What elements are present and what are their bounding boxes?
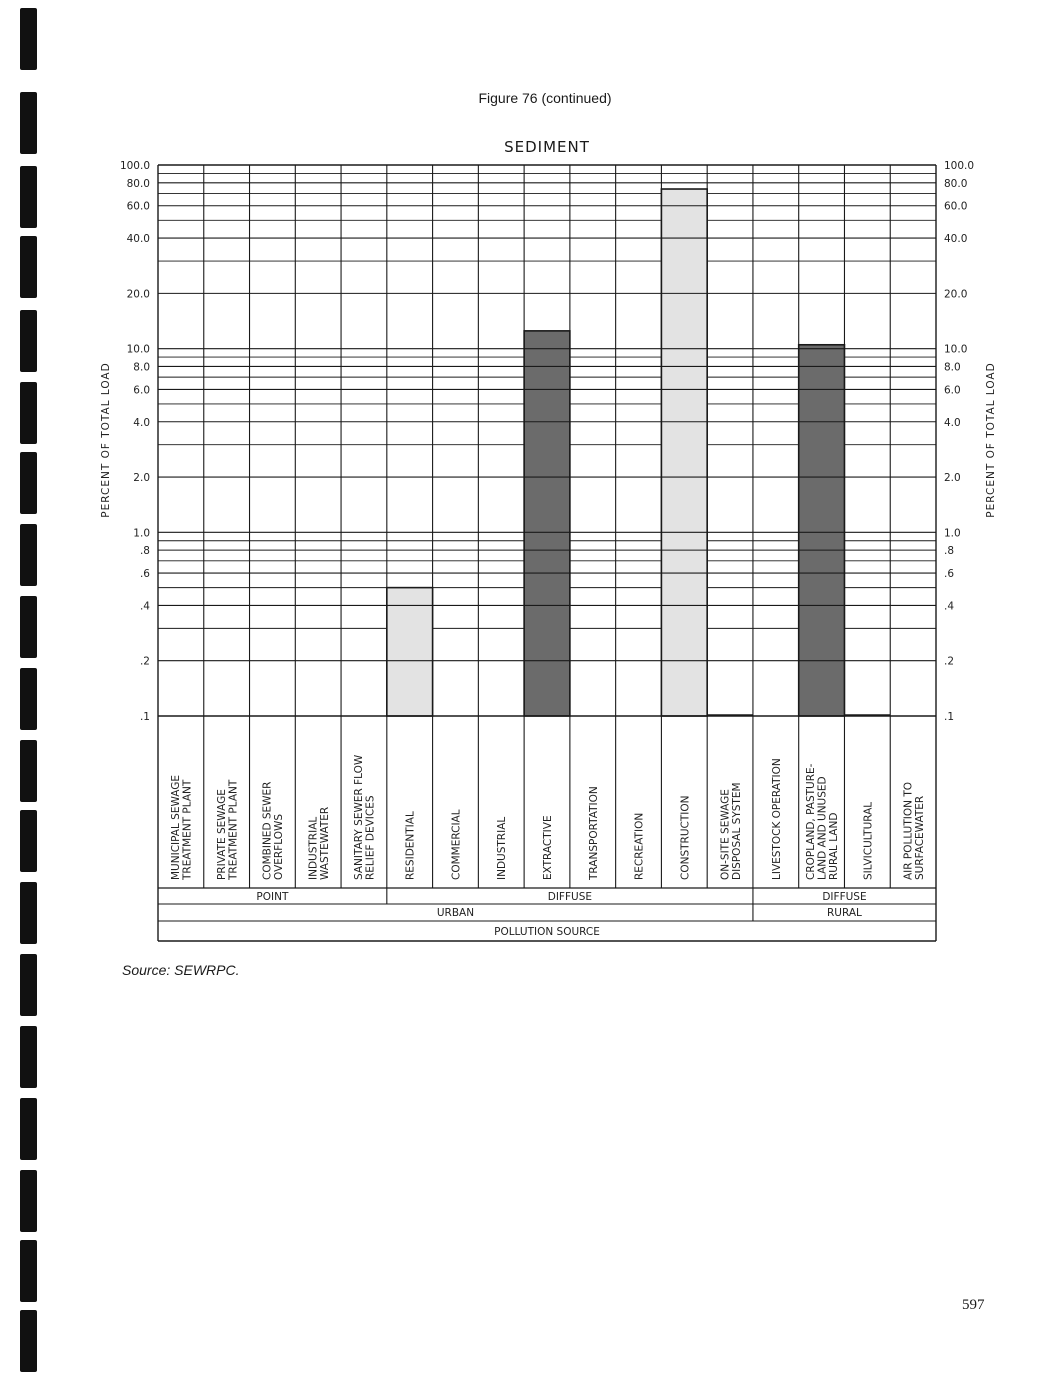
category-label: INDUSTRIAL (307, 816, 320, 880)
category-label: AIR POLLUTION TO (902, 781, 915, 880)
y-tick-label: 20.0 (126, 288, 150, 301)
y-tick-label: 10.0 (944, 343, 968, 356)
y-tick-label: 100.0 (119, 160, 150, 172)
group-label-point: POINT (256, 891, 289, 903)
y-tick-label: 80.0 (126, 177, 150, 190)
category-label: TREATMENT PLANT (181, 779, 194, 880)
category-label: COMMERCIAL (450, 809, 463, 880)
category-label: WASTEWATER (318, 806, 331, 880)
y-tick-label: 8.0 (133, 361, 150, 374)
y-tick-label: .6 (944, 568, 955, 581)
y-tick-label: .2 (139, 655, 150, 668)
category-label: SANITARY SEWER FLOW (353, 754, 366, 880)
category-label: SURFACEWATER (913, 795, 926, 880)
bars (387, 189, 890, 716)
y-tick-label: 8.0 (944, 361, 961, 374)
group-label-rural: RURAL (827, 907, 862, 919)
y-tick-label: 6.0 (944, 384, 961, 397)
category-label: RELIEF DEVICES (364, 795, 377, 880)
y-tick-label: .1 (139, 711, 150, 723)
y-tick-label: .2 (944, 655, 955, 668)
y-tick-label: 100.0 (944, 160, 975, 172)
figure-title: Figure 76 (continued) (478, 90, 612, 106)
y-tick-label: 6.0 (133, 384, 150, 397)
y-tick-label: 4.0 (944, 416, 961, 429)
category-label: MUNICIPAL SEWAGE (170, 774, 183, 880)
category-label: PRIVATE SEWAGE (215, 789, 228, 880)
bar (524, 331, 570, 716)
category-label: LIVESTOCK OPERATION (770, 758, 783, 880)
y-tick-label: .8 (139, 545, 150, 558)
group-label-diffuse: DIFFUSE (822, 891, 867, 903)
category-label: DISPOSAL SYSTEM (730, 782, 743, 880)
category-label: LAND AND UNUSED (816, 776, 829, 880)
binder-hole (20, 1098, 37, 1160)
category-label: TRANSPORTATION (587, 786, 600, 880)
chart-title: SEDIMENT (504, 138, 590, 156)
binder-hole (20, 1240, 37, 1302)
group-label-diffuse: DIFFUSE (547, 891, 593, 903)
y-axis-label-right: PERCENT OF TOTAL LOAD (985, 362, 997, 518)
category-label: INDUSTRIAL (496, 816, 509, 880)
category-labels (170, 754, 926, 881)
y-tick-label: 1.0 (944, 527, 961, 540)
category-label: TREATMENT PLANT (227, 779, 240, 880)
y-axis-label-left: PERCENT OF TOTAL LOAD (100, 362, 112, 518)
y-tick-label: .6 (139, 568, 150, 581)
category-label: CONSTRUCTION (679, 795, 692, 880)
y-tick-label: .4 (944, 600, 955, 613)
category-label: EXTRACTIVE (542, 815, 554, 880)
group-labels (158, 888, 936, 941)
category-label: RECREATION (633, 812, 646, 880)
binder-hole (20, 1026, 37, 1088)
y-tick-label: 80.0 (944, 177, 968, 190)
category-label: OVERFLOWS (273, 813, 286, 880)
y-tick-label: 2.0 (133, 472, 150, 485)
category-label: SILVICULTURAL (862, 801, 875, 880)
bar (387, 588, 433, 716)
y-tick-label: 40.0 (126, 233, 150, 246)
y-tick-label: 1.0 (133, 527, 150, 540)
y-tick-label: 4.0 (133, 416, 150, 429)
page-number: 597 (962, 1297, 985, 1313)
y-tick-label: 20.0 (944, 288, 968, 301)
y-tick-label: 2.0 (944, 472, 961, 485)
y-tick-label: 10.0 (126, 343, 150, 356)
y-tick-label: .8 (944, 545, 955, 558)
y-tick-label: 60.0 (944, 200, 968, 213)
category-label: RESIDENTIAL (404, 811, 417, 880)
bar (661, 189, 707, 716)
y-tick-label: .4 (139, 600, 150, 613)
binder-hole (20, 1170, 37, 1232)
category-label: COMBINED SEWER (261, 781, 274, 880)
y-tick-label: 60.0 (126, 200, 150, 213)
category-label: CROPLAND, PASTURE- (805, 763, 818, 880)
y-tick-label: 40.0 (944, 233, 968, 246)
binder-hole (20, 1310, 37, 1372)
x-axis-label: POLLUTION SOURCE (494, 926, 600, 938)
category-label: RURAL LAND (828, 812, 841, 880)
category-label: ON-SITE SEWAGE (719, 789, 732, 880)
group-label-urban: URBAN (436, 907, 475, 919)
source-note: Source: SEWRPC. (122, 962, 240, 978)
y-tick-label: .1 (944, 711, 955, 723)
